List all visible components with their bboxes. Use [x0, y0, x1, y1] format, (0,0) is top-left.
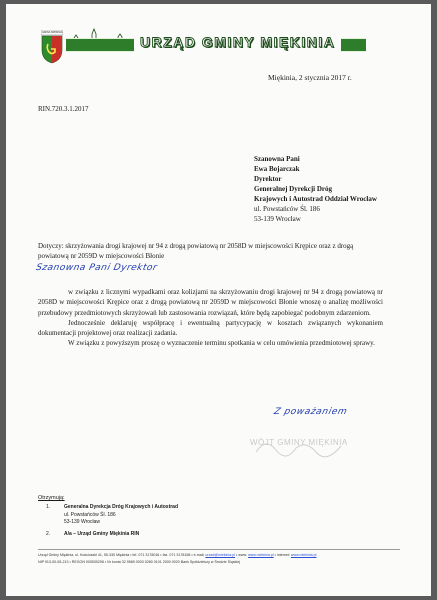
letter-body	[38, 287, 383, 349]
addressee-line: Szanowna Pani	[254, 155, 300, 163]
reference-number: RIN.720.3.1.2017	[38, 105, 89, 113]
footer-email-link[interactable]: urzad@miekinia.pl	[205, 553, 236, 557]
official-stamp: WÓJT GMINY MIĘKINIA	[250, 438, 348, 447]
footer-separator: • internet:	[274, 553, 290, 557]
footer-website-link-2[interactable]: www.miekinia.pl	[290, 553, 317, 557]
letter-date: Miękinia, 2 stycznia 2017 r.	[268, 73, 352, 82]
addressee-block	[254, 154, 377, 224]
addressee-line: Dyrektor	[254, 175, 282, 183]
addressee-line: Ewa Bojarczak	[254, 165, 300, 173]
recipient-line: Generalna Dyrekcja Dróg Krajowych i Autostrad	[64, 504, 179, 510]
recipient-line: ul. Powstańców Śl. 186	[64, 511, 116, 518]
letter-page	[6, 4, 431, 596]
recipient-line: 53-139 Wrocław	[64, 519, 101, 525]
addressee-line: Krajowych i Autostrad Oddział Wrocław	[254, 195, 377, 203]
footer-website-link[interactable]: www.miekinia.pl	[248, 553, 274, 557]
footer-address: Urząd Gminy Miękinia, ul. Kościuszki 41, 55-330 Miękinia • tel. 071 3178016 • fax. 071 3178158 • e-mail:	[38, 553, 205, 557]
footer-divider	[38, 549, 400, 550]
list-item-number: 2.	[46, 530, 51, 537]
addressee-line: ul. Powstańców Śl. 186	[254, 205, 320, 213]
signature-scribble-icon	[246, 432, 356, 462]
letter-footer	[38, 552, 400, 565]
letter-subject: Dotyczy: skrzyżowania drogi krajowej nr 94 z drogą powiatową nr 2058D w miejscowości Krępice oraz z drogą powiatową nr 2059D w miejscowości Błonie	[38, 242, 354, 260]
crest-label: GMINA MIĘKINIA	[42, 31, 63, 34]
municipality-crest-icon	[41, 30, 63, 64]
recipients-list	[46, 504, 236, 538]
list-item-number: 1.	[46, 504, 51, 510]
addressee-line: Generalnej Dyrekcji Dróg	[254, 185, 333, 193]
body-paragraph: W związku z powyższym proszę o wyznaczenie terminu spotkania w celu omówienia przedmiotowej sprawy.	[68, 339, 375, 348]
list-item	[46, 531, 236, 539]
footer-line: NIP 913-00-05-213 • REGON 000530298 • Nr konta 32 9589 0003 0280 0101 2000 0020 Bank Spółdzielczy w Środzie Śląskiej	[38, 559, 241, 564]
body-paragraph: Jednocześnie deklaruję współpracę i ewentualną partycypację w kosztach związanych wykonaniem dokumentacji projektowej oraz realizacji zadania.	[38, 318, 383, 338]
body-paragraph: w związku z licznymi wypadkami oraz kolizjami na skrzyżowaniu drogi krajowej nr 94 z drogą powiatową nr 2058D w miejscowości Krępice oraz z drogą powiatową nr 2059D w miejscowości Błonie wnoszę o analizę możliwości przebudowy przedmiotowych skrzyżowań lub zastosowania rozwiązań, które będą zapobiegać podobnym zdarzeniom.	[38, 288, 383, 317]
recipient-line: A/a – Urząd Gminy Miękinia RIN	[64, 530, 140, 537]
handwritten-closing: Z poważaniem	[272, 407, 349, 417]
addressee-line: 53-139 Wrocław	[254, 215, 301, 223]
office-title: URZĄD GMINY MIĘKINIA	[134, 32, 341, 52]
handwritten-salutation: Szanowna Pani Dyrektor	[34, 263, 159, 273]
recipients-title: Otrzymują:	[38, 495, 65, 501]
list-item	[46, 504, 236, 527]
footer-separator: • www:	[236, 553, 248, 557]
